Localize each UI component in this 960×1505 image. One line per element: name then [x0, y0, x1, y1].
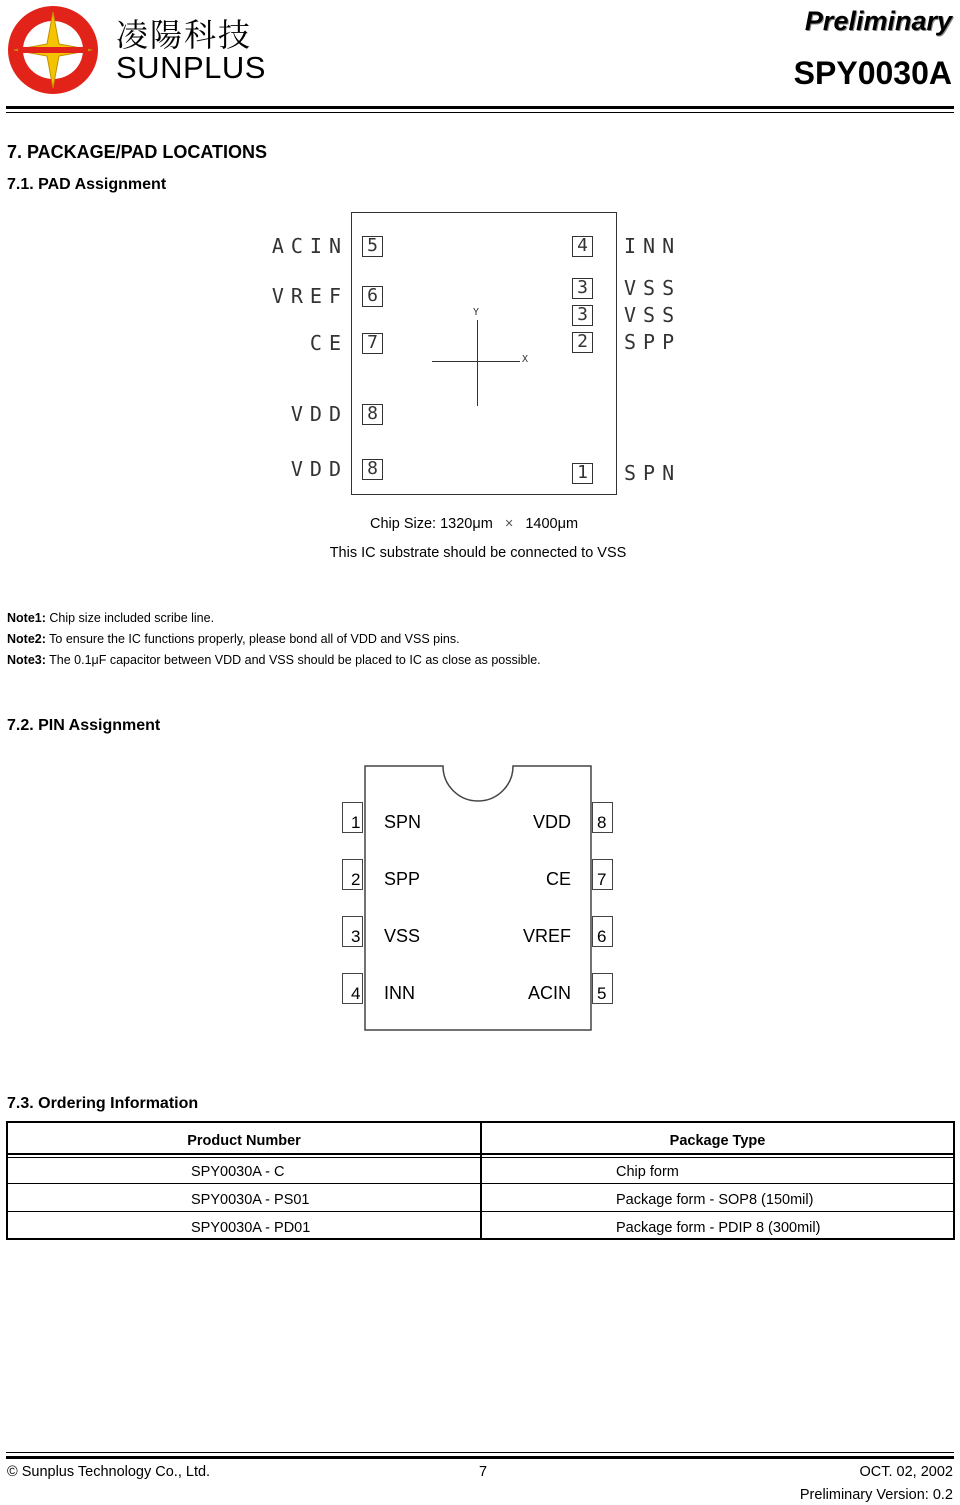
pad-box-7: 7 — [362, 333, 383, 354]
pad-label-vss: VSS — [624, 276, 682, 300]
pad-box-6: 6 — [362, 286, 383, 307]
pin-name-spp: SPP — [384, 869, 421, 889]
pad-box-8: 8 — [362, 459, 383, 480]
header-rule — [6, 106, 954, 109]
note-1 — [7, 611, 214, 625]
package-type-cell: Chip form — [616, 1164, 679, 1180]
product-number-cell: SPY0030A - PD01 — [191, 1220, 311, 1236]
package-type-cell: Package form - PDIP 8 (300mil) — [616, 1220, 821, 1236]
pad-box-4: 4 — [572, 236, 593, 257]
pad-label-vss: VSS — [624, 303, 682, 327]
pad-label-vdd: VDD — [290, 402, 348, 426]
sunplus-logo-icon — [6, 4, 100, 96]
note-2 — [7, 632, 460, 646]
pad-label-vref: VREF — [271, 284, 348, 308]
pin-number: 1 — [351, 813, 361, 832]
section-title: 7. PACKAGE/PAD LOCATIONS — [7, 142, 268, 162]
pin-assignment-heading: 7.2. PIN Assignment — [7, 717, 161, 734]
package-type-cell: Package form - SOP8 (150mil) — [616, 1192, 814, 1208]
pad-label-vdd: VDD — [290, 457, 348, 481]
ordering-table — [6, 1121, 955, 1240]
pad-box-8: 8 — [362, 404, 383, 425]
note-text: Chip size included scribe line. — [45, 611, 215, 625]
logo-english-text: SUNPLUS — [116, 50, 266, 85]
column-header-product: Product Number — [187, 1133, 301, 1149]
product-number-cell: SPY0030A - C — [191, 1164, 285, 1180]
pad-label-acin: ACIN — [271, 234, 348, 258]
pin-name-vss: VSS — [384, 926, 421, 946]
table-header-rule — [8, 1153, 953, 1155]
pad-box-1: 1 — [572, 463, 593, 484]
model-number: SPY0030A — [793, 55, 952, 91]
pad-assignment-heading: 7.1. PAD Assignment — [7, 176, 167, 193]
pad-label-spp: SPP — [624, 330, 682, 354]
chip-size-unit: μm — [472, 516, 493, 532]
footer-page-number: 7 — [479, 1464, 488, 1480]
pin-number: 5 — [597, 984, 607, 1003]
pin-name-acin: ACIN — [527, 983, 571, 1003]
pad-box-5: 5 — [362, 236, 383, 257]
column-header-package: Package Type — [669, 1133, 766, 1149]
note-label: Note1: — [7, 611, 46, 625]
y-axis-label: Y — [473, 307, 480, 318]
note-3 — [7, 653, 541, 667]
product-number-cell: SPY0030A - PS01 — [191, 1192, 310, 1208]
pad-box-3: 3 — [572, 278, 593, 299]
pin-name-spn: SPN — [384, 812, 422, 832]
chip-size-unit: μm — [557, 516, 579, 532]
table-header-rule-2 — [8, 1157, 953, 1158]
pin-number: 7 — [597, 870, 607, 889]
table-row — [8, 1164, 953, 1184]
pin-number: 6 — [597, 927, 607, 946]
pad-label-spn: SPN — [624, 461, 682, 485]
footer-company: © Sunplus Technology Co., Ltd. — [7, 1464, 211, 1480]
footer-version: Preliminary Version: 0.2 — [799, 1487, 953, 1503]
pin-number: 8 — [597, 813, 607, 832]
pad-box-2: 2 — [572, 332, 593, 353]
pin-number: 4 — [351, 984, 361, 1003]
pin-name-vref: VREF — [522, 926, 571, 946]
y-axis-line — [477, 320, 478, 406]
footer-rule-thick — [6, 1456, 954, 1459]
footer-rule — [6, 1452, 954, 1453]
pin-number: 3 — [351, 927, 361, 946]
footer-date: OCT. 02, 2002 — [859, 1464, 953, 1480]
pad-box-3: 3 — [572, 305, 593, 326]
pin-name-ce: CE — [545, 869, 571, 889]
pin-name-vdd: VDD — [532, 812, 571, 832]
x-axis-line — [432, 361, 520, 362]
table-row — [8, 1192, 953, 1212]
ordering-heading: 7.3. Ordering Information — [7, 1095, 199, 1112]
note-label: Note3: — [7, 653, 46, 667]
pad-label-ce: CE — [309, 331, 348, 355]
note-label: Note2: — [7, 632, 46, 646]
header-rule-thin — [6, 112, 954, 113]
pin-number: 2 — [351, 870, 361, 889]
substrate-note: This IC substrate should be connected to VSS — [329, 545, 627, 561]
preliminary-label: Preliminary — [804, 6, 952, 36]
chip-size-text — [370, 516, 578, 532]
chip-size-second: 1400 — [525, 516, 558, 532]
pin-name-inn: INN — [384, 983, 415, 1003]
table-row — [8, 1220, 953, 1240]
chip-size-prefix: Chip Size: 1320 — [370, 516, 473, 532]
times-sign: × — [504, 516, 514, 532]
logo-chinese-text: 凌陽科技 — [116, 16, 253, 54]
note-text: The 0.1μF capacitor between VDD and VSS should be placed to IC as close as possible. — [45, 653, 541, 667]
pad-label-inn: INN — [624, 234, 682, 258]
note-text: To ensure the IC functions properly, please bond all of VDD and VSS pins. — [45, 632, 460, 646]
x-axis-label: X — [522, 354, 529, 365]
